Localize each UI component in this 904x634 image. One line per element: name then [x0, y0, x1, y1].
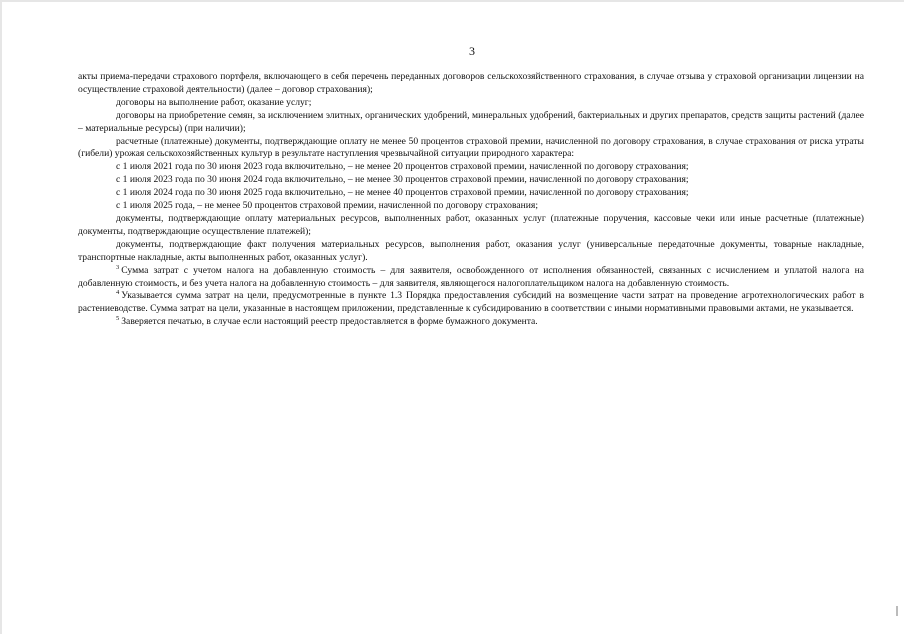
footnote-marker: 5	[116, 315, 120, 323]
page-number: 3	[469, 44, 475, 58]
footnote-text: Указывается сумма затрат на цели, предусмотренные в пункте 1.3 Порядка предоставления субсидий на возмещение части затрат на проведение агротехнологических работ в растениеводстве. Сумма затрат на цели, указанные в настоящем приложении, представленные к субсидированию в соответствии с иными нормативными правовыми актами, не указывается.	[78, 290, 864, 315]
footnote-3	[78, 265, 864, 291]
footnote-text: Заверяется печатью, в случае если настоящий реестр предоставляется в форме бумажного документа.	[121, 316, 538, 328]
paragraph-period-2025: с 1 июля 2025 года, – не менее 50 процентов страховой премии, начисленной по договору страхования;	[116, 200, 538, 212]
scan-edge-mark	[896, 606, 898, 616]
paragraph-period-2021-2023: с 1 июля 2021 года по 30 июня 2023 года включительно, – не менее 20 процентов страховой премии, начисленной по договору страхования;	[116, 161, 689, 173]
footnote-text: Сумма затрат с учетом налога на добавленную стоимость – для заявителя, освобожденного от исполнения обязанностей, связанных с исчислением и уплатой налога на добавленную стоимость, и без учета налога на добавленную стоимость – для заявителя, являющегося налогоплательщиком налога на добавленную стоимость.	[78, 264, 864, 289]
footnote-marker: 4	[116, 289, 120, 297]
paragraph-payment-documents: расчетные (платежные) документы, подтверждающие оплату не менее 50 процентов страховой премии, начисленной по договору страхования, в случае страхования от риска утраты (гибели) урожая сельскохозяйственных культур в результате наступления чрезвычайной ситуации природного характера:	[78, 135, 864, 160]
paragraph-insurance-portfolio: акты приема-передачи страхового портфеля, включающего в себя перечень переданных договоров сельскохозяйственного страхования, в случае отзыва у страховой организации лицензии на осуществление страховой деятельности) (далее – договор страхования);	[78, 71, 864, 95]
footnote-4	[78, 290, 864, 316]
paragraph-period-2024-2025: с 1 июля 2024 года по 30 июня 2025 года включительно, – не менее 40 процентов страховой премии, начисленной по договору страхования;	[116, 187, 689, 199]
footnote-marker: 3	[116, 263, 120, 271]
paragraph-work-contracts: договоры на выполнение работ, оказание услуг;	[116, 96, 312, 108]
paragraph-payment-confirmation: документы, подтверждающие оплату материальных ресурсов, выполненных работ, оказанных услуг (платежные поручения, кассовые чеки или иные расчетные (платежные) документы, подтверждающие осуществление платежей);	[78, 212, 864, 237]
footnote-5	[78, 316, 864, 329]
paragraph-material-contracts: договоры на приобретение семян, за исключением элитных, органических удобрений, минеральных удобрений, бактериальных и других препаратов, средств защиты растений (далее – материальные ресурсы) (при наличии);	[78, 109, 864, 134]
paragraph-receipt-confirmation: документы, подтверждающие факт получения материальных ресурсов, выполнения работ, оказания услуг (универсальные передаточные документы, товарные накладные, транспортные накладные, акты выполненных работ, оказанных услуг).	[78, 238, 864, 263]
document-body	[78, 71, 864, 329]
paragraph-period-2023-2024: с 1 июля 2023 года по 30 июня 2024 года включительно, – не менее 30 процентов страховой премии, начисленной по договору страхования;	[116, 174, 689, 186]
